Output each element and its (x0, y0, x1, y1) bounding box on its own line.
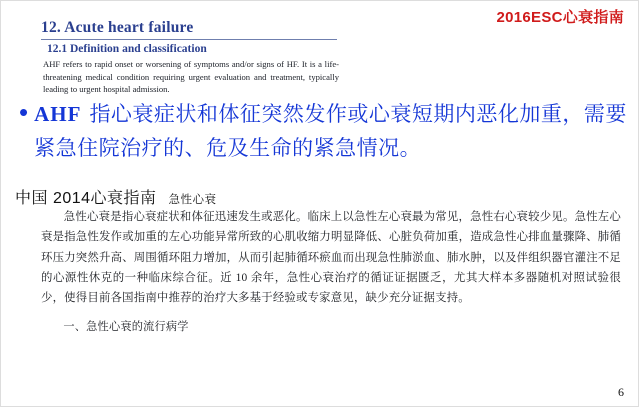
cn-scanned-text-block (41, 207, 621, 338)
main-bullet-abbreviation: AHF (34, 102, 82, 126)
cn-scan-paragraph: 急性心衰是指心衰症状和体征迅速发生或恶化。临床上以急性左心衰最为常见，急性右心衰较少见。急性左心衰是指急性发作或加重的左心功能异常所致的心肌收缩力明显降低、心脏负荷加重，造成急性心排血量骤降、肺循环压力突然升高、周围循环阻力增加，从而引起肺循环瘀血而出现急性肺淤血、肺水肿，以及伴组织器官灌注不足的心源性休克的一种临床综合征。近 10 余年，急性心衰治疗的循证证据匮乏，尤其大样本多器随机对照试验很少，使得目前各国指南中推荐的治疗大多基于经验或专家意见，缺少充分证据支持。 (41, 211, 621, 305)
cn-guideline-title: 中国 2014心衰指南 (15, 190, 157, 207)
main-bullet-text: 指心衰症状和体征突然发作或心衰短期内恶化加重，需要紧急住院治疗的、危及生命的紧急情况。 (34, 103, 627, 160)
bullet-dot-icon: • (19, 97, 29, 127)
top-right-source-title: 2016ESC心衰指南 (496, 9, 624, 26)
cn-guideline-subtitle: 急性心衰 (168, 194, 217, 206)
excerpt-divider (41, 39, 337, 40)
excerpt-body-text: AHF refers to rapid onset or worsening of symptoms and/or signs of HF. It is a life-threatening medical condition requiring urgent evaluation and treatment, typically leading to urgent hospital admission. (43, 59, 339, 95)
excerpt-sub-title: 12.1 Definition and classification (47, 43, 207, 55)
excerpt-section-title: 12. Acute heart failure (41, 19, 194, 36)
page-number: 6 (618, 385, 624, 399)
cn-guideline-heading (15, 185, 217, 208)
cn-scan-tail-heading: 一、急性心衰的流行病学 (63, 321, 189, 334)
english-excerpt-block (41, 19, 341, 96)
main-bullet-statement (34, 97, 627, 166)
main-bullet-row (17, 97, 627, 166)
